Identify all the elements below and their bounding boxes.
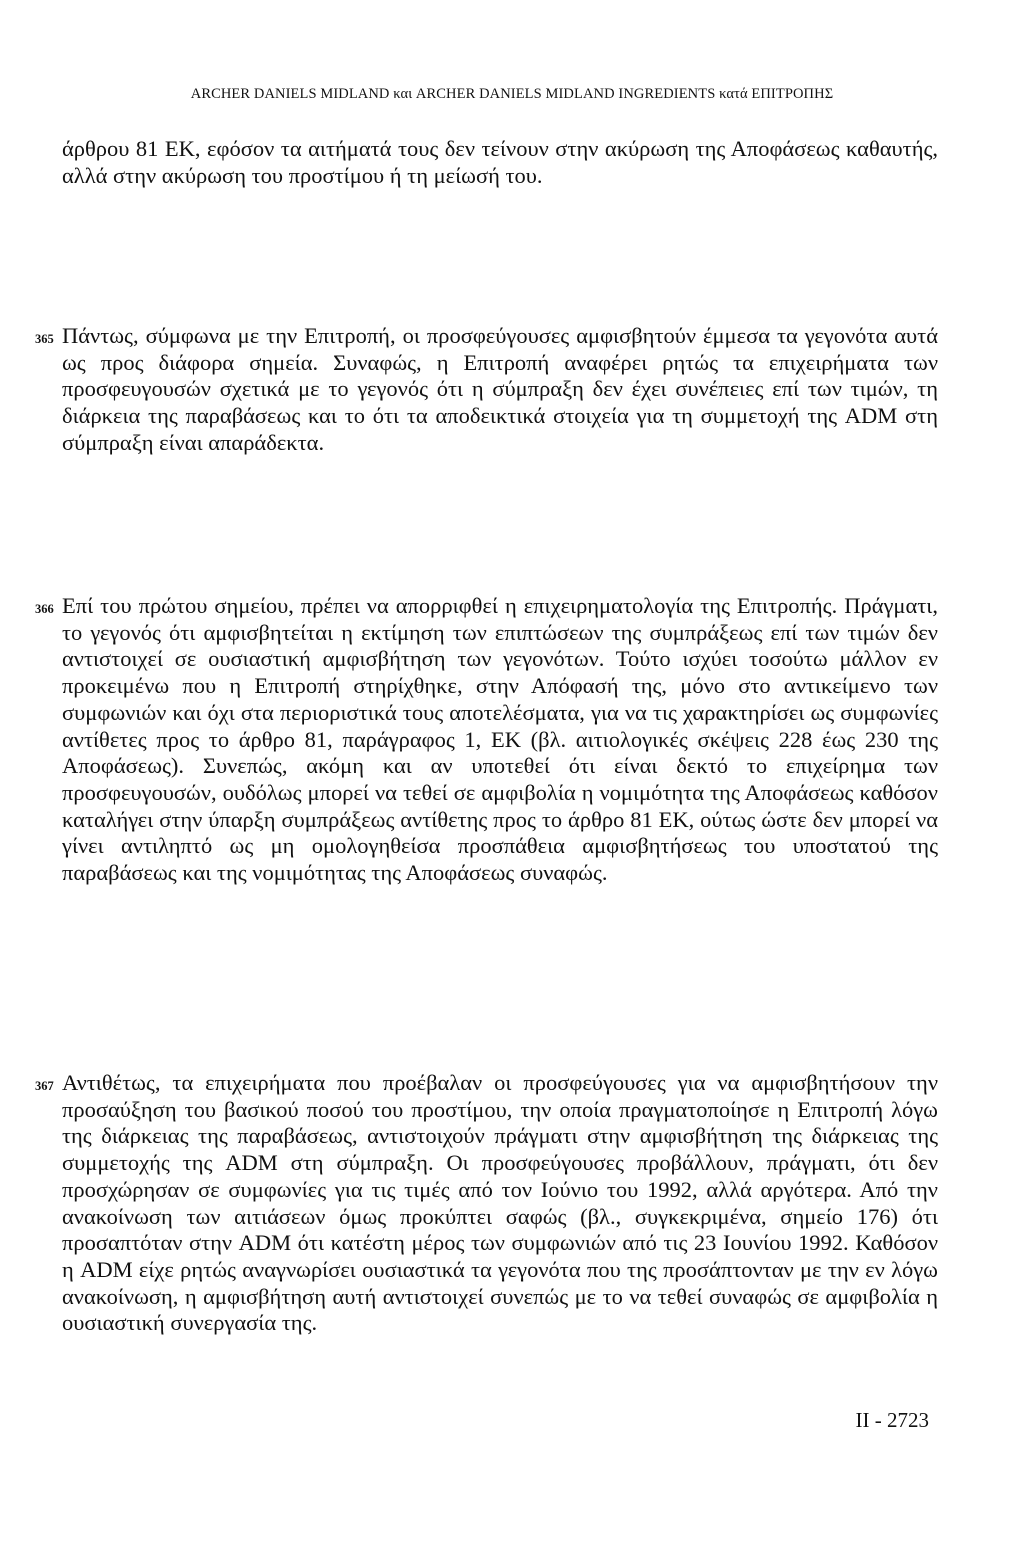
paragraph-number-366: 366 bbox=[35, 602, 54, 616]
running-header: ARCHER DANIELS MIDLAND και ARCHER DANIELS MIDLAND INGREDIENTS κατά ΕΠΙΤΡΟΠΗΣ bbox=[190, 86, 834, 102]
paragraph-366: Επί του πρώτου σημείου, πρέπει να απορριφθεί η επιχειρηματολογία της Επιτροπής. Πράγματι, το γεγονός ότι αμφισβητείται η εκτίμηση των επιπτώσεων της συμπράξεως επί των τιμών δεν αντιστοιχεί σε ουσιαστική αμφισβήτηση των γεγονότων. Τούτο ισχύει τοσούτω μάλλον εν προκειμένω που η Επιτροπή στηρίχθηκε, στην Απόφασή της, μόνο στο αντικείμενο των συμφωνιών και όχι στα περιοριστικά τους αποτελέσματα, για να τις χαρακτηρίσει ως συμφωνίες αντίθετες προς το άρθρο 81, παράγραφος 1, ΕΚ (βλ. αιτιολογικές σκέψεις 228 έως 230 της Αποφάσεως). Συνεπώς, ακόμη και αν υποτεθεί ότι είναι δεκτό το επιχείρημα των προσφευγουσών, ουδόλως μπορεί να τεθεί σε αμφιβολία η νομιμότητα της Αποφάσεως καθόσον καταλήγει στην ύπαρξη συμπράξεως αντίθετης προς το άρθρο 81 ΕΚ, ούτως ώστε δεν μπορεί να γίνει αντιληπτό ως μη ομολογηθείσα προσπάθεια αμφισβητήσεως του υποστατού της παραβάσεως και της νομιμότητας της Αποφάσεως συναφώς. bbox=[62, 593, 938, 886]
paragraph-number-367: 367 bbox=[35, 1079, 54, 1093]
paragraph-continuation: άρθρου 81 ΕΚ, εφόσον τα αιτήματά τους δεν τείνουν στην ακύρωση της Αποφάσεως καθαυτής, αλλά στην ακύρωση του προστίμου ή τη μείωσή του. bbox=[62, 136, 938, 188]
paragraph-367: Αντιθέτως, τα επιχειρήματα που προέβαλαν οι προσφεύγουσες για να αμφισβητήσουν την προσαύξηση του βασικού ποσού του προστίμου, την οποία πραγματοποίησε η Επιτροπή λόγω της διάρκειας της παραβάσεως, αντιστοιχούν πράγματι στην αμφισβήτηση της διάρκειας της συμμετοχής της ADM στη σύμπραξη. Οι προσφεύγουσες προβάλλουν, πράγματι, ότι δεν προσχώρησαν σε συμφωνίες για τις τιμές από τον Ιούνιο του 1992, αλλά αργότερα. Από την ανακοίνωση των αιτιάσεων όμως προκύπτει σαφώς (βλ., συγκεκριμένα, σημείο 176) ότι προσαπτόταν στην ADM ότι κατέστη μέρος των συμφωνιών από τις 23 Ιουνίου 1992. Καθόσον η ADM είχε ρητώς αναγνωρίσει ουσιαστικά τα γεγονότα που της προσάπτονταν με την εν λόγω ανακοίνωση, η αμφισβήτηση αυτή αντιστοιχεί συνεπώς με το να τεθεί συναφώς σε αμφιβολία η ουσιαστική συνεργασία της. bbox=[62, 1070, 938, 1336]
paragraph-number-365: 365 bbox=[35, 332, 54, 346]
paragraph-365: Πάντως, σύμφωνα με την Επιτροπή, οι προσφεύγουσες αμφισβητούν έμμεσα τα γεγονότα αυτά ως προς διάφορα σημεία. Συναφώς, η Επιτροπή αναφέρει ρητώς τα επιχειρήματα των προσφευγουσών σχετικά με το γεγονός ότι η σύμπραξη δεν έχει συνέπειες επί των τιμών, τη διάρκεια της παραβάσεως και το ότι τα αποδεικτικά στοιχεία για τη συμμετοχή της ADM στη σύμπραξη είναι απαράδεκτα. bbox=[62, 323, 938, 455]
page-number: II - 2723 bbox=[855, 1408, 929, 1432]
